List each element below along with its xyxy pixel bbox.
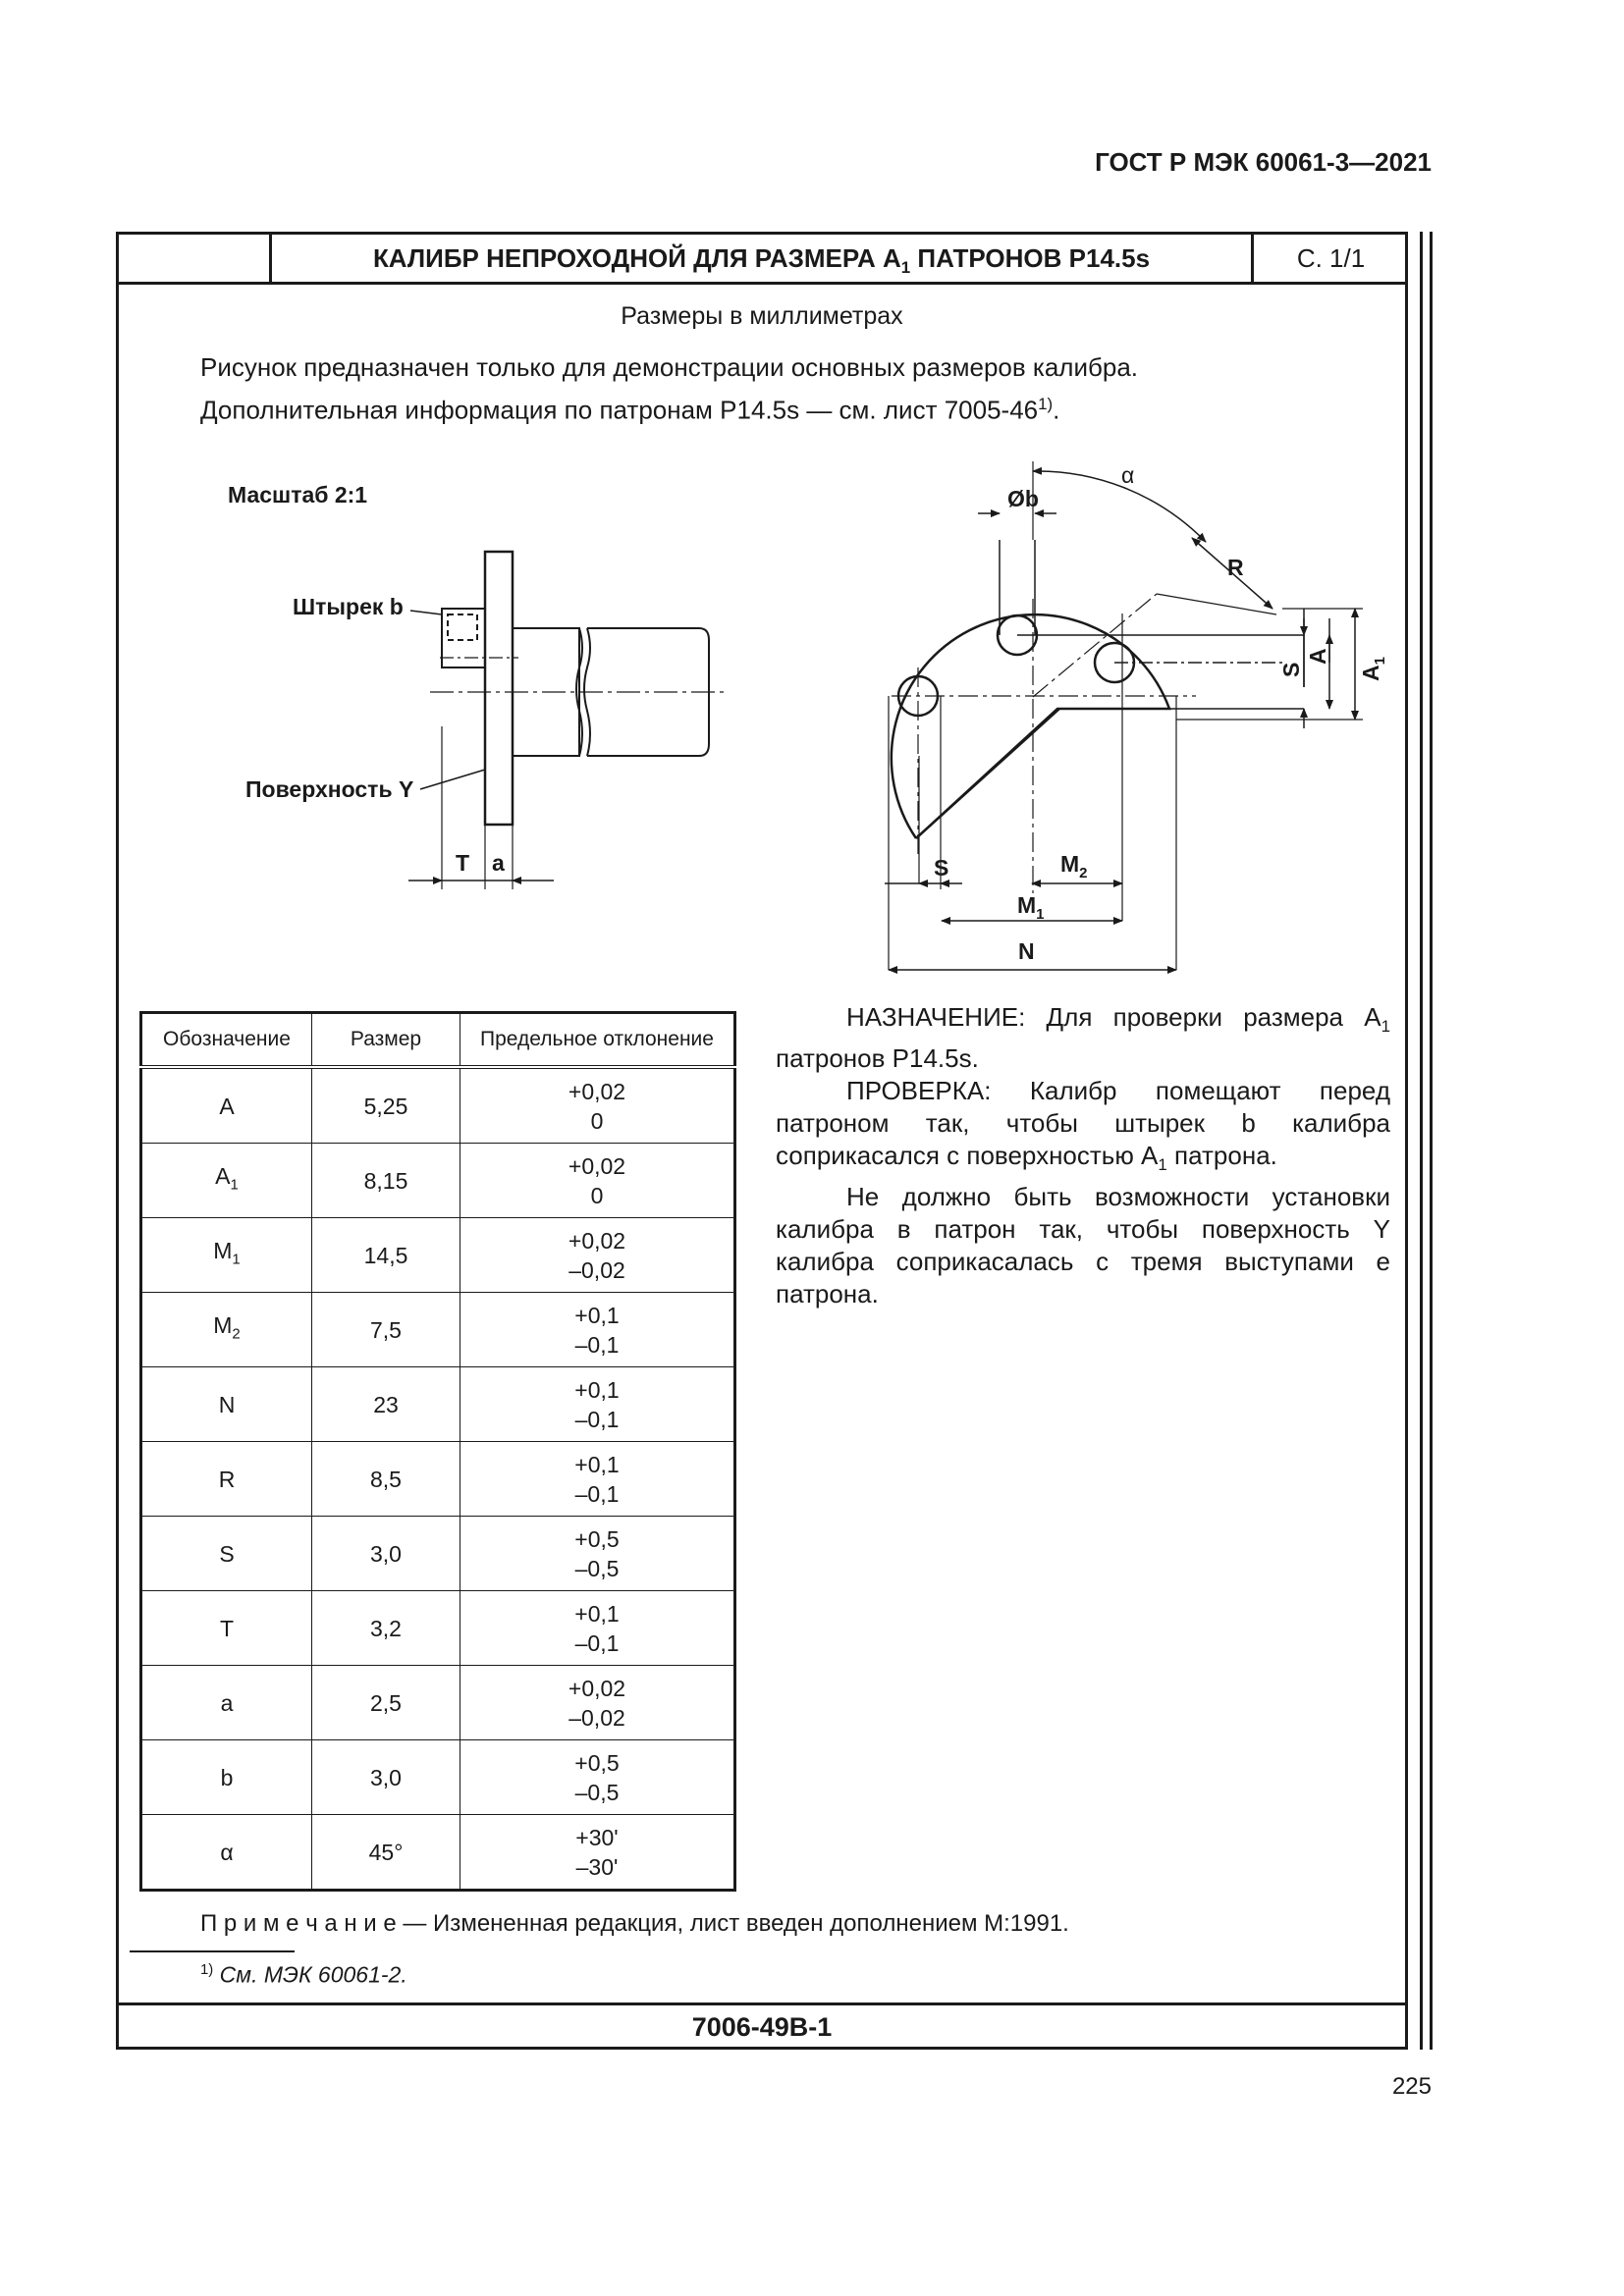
dim-N-label: N xyxy=(1018,938,1035,964)
dim-S-horizontal-label: S xyxy=(934,855,949,881)
table-row xyxy=(141,1442,735,1517)
size-cell: 5,25 xyxy=(312,1067,460,1144)
dim-A-label: A xyxy=(1305,648,1330,665)
frame-binding-line xyxy=(1430,232,1433,2050)
dim-T-label: T xyxy=(456,850,470,876)
designation-cell: b xyxy=(141,1740,312,1815)
tolerance-upper: +0,02 xyxy=(568,1675,626,1701)
dim-alpha-label: α xyxy=(1121,462,1135,488)
frame-binding-line xyxy=(1420,232,1423,2050)
size-cell: 14,5 xyxy=(312,1218,460,1293)
designation-cell: T xyxy=(141,1591,312,1666)
designation-cell: R xyxy=(141,1442,312,1517)
surface-label: Поверхность Y xyxy=(245,776,414,802)
size-cell: 23 xyxy=(312,1367,460,1442)
description-text xyxy=(776,1001,1390,1310)
dim-R-label: R xyxy=(1227,555,1244,580)
tolerance-upper: +0,02 xyxy=(568,1152,626,1179)
table-row xyxy=(141,1293,735,1367)
dimensions-table xyxy=(139,1011,736,1892)
designation-cell: $M_2$ xyxy=(141,1293,312,1367)
tolerance-lower: –0,02 xyxy=(568,1256,625,1283)
footnote: $^{1)}$ См. МЭК 60061-2. xyxy=(200,1961,407,1988)
size-cell: 3,0 xyxy=(312,1517,460,1591)
tolerance-upper: +0,02 xyxy=(568,1078,626,1104)
table-row xyxy=(141,1517,735,1591)
tolerance-upper: +0,1 xyxy=(574,1302,620,1328)
tolerance-cell xyxy=(460,1815,735,1891)
header-size: Размер xyxy=(312,1013,460,1068)
dim-A1-label: $A_1$ xyxy=(1358,657,1388,681)
standard-number: ГОСТ Р МЭК 60061-3—2021 xyxy=(1095,147,1432,177)
tolerance-cell xyxy=(460,1218,735,1293)
footnote-separator xyxy=(130,1950,295,1952)
restriction-paragraph: Не должно быть возможности установки калибра в патрон так, чтобы поверхность Y калибра соприкасалась с тремя выступами е патрона. xyxy=(776,1182,1390,1309)
tolerance-cell xyxy=(460,1740,735,1815)
sheet-code: 7006-49B-1 xyxy=(691,2012,833,2042)
tolerance-lower: 0 xyxy=(590,1182,604,1208)
tolerance-cell xyxy=(460,1367,735,1442)
check-paragraph: ПРОВЕРКА: Калибр помещают перед патроном так, чтобы штырек b калибра соприкасался с поверхностью $A_1$ патрона. xyxy=(776,1076,1390,1175)
tolerance-lower: 0 xyxy=(590,1107,604,1134)
tolerance-upper: +0,5 xyxy=(574,1525,620,1552)
dim-M1-label: $M_1$ xyxy=(1017,892,1045,923)
dim-a-label: a xyxy=(492,850,505,876)
header-designation: Обозначение xyxy=(141,1013,312,1068)
table-row xyxy=(141,1067,735,1144)
table-header-row xyxy=(141,1013,735,1068)
intro-text: Рисунок предназначен только для демонстрации основных размеров калибра. Дополнительная информация по патронам Р14.5s — см. лист 7005-46$^{1)}$. xyxy=(200,352,1139,425)
size-cell: 7,5 xyxy=(312,1293,460,1367)
tolerance-cell xyxy=(460,1442,735,1517)
tolerance-upper: +30' xyxy=(575,1824,619,1850)
tolerance-cell xyxy=(460,1591,735,1666)
tolerance-cell xyxy=(460,1144,735,1218)
technical-drawing xyxy=(116,432,1408,1001)
designation-cell: $A_1$ xyxy=(141,1144,312,1218)
designation-cell: N xyxy=(141,1367,312,1442)
tolerance-lower: –0,1 xyxy=(574,1406,620,1432)
tolerance-upper: +0,1 xyxy=(574,1376,620,1403)
page-number: 225 xyxy=(1391,2073,1432,2100)
tolerance-cell xyxy=(460,1517,735,1591)
size-cell: 8,15 xyxy=(312,1144,460,1218)
size-cell: 2,5 xyxy=(312,1666,460,1740)
tolerance-lower: –0,5 xyxy=(574,1555,620,1581)
side-view xyxy=(408,552,725,889)
purpose-paragraph: НАЗНАЧЕНИЕ: Для проверки размера $A_1$ патронов Р14.5s. xyxy=(776,1002,1390,1074)
designation-cell: a xyxy=(141,1666,312,1740)
size-cell: 3,0 xyxy=(312,1740,460,1815)
table-row xyxy=(141,1815,735,1891)
scale-label: Масштаб 2:1 xyxy=(228,482,368,507)
dim-S-vertical-label: S xyxy=(1278,662,1304,677)
tolerance-cell xyxy=(460,1067,735,1144)
size-cell: 45° xyxy=(312,1815,460,1891)
tolerance-lower: –0,5 xyxy=(574,1779,620,1805)
tolerance-lower: –30' xyxy=(575,1853,619,1880)
dim-b-label: Øb xyxy=(1007,486,1039,511)
tolerance-upper: +0,02 xyxy=(568,1227,626,1254)
designation-cell: S xyxy=(141,1517,312,1591)
designation-cell: α xyxy=(141,1815,312,1891)
table-row xyxy=(141,1740,735,1815)
designation-cell: $M_1$ xyxy=(141,1218,312,1293)
front-view xyxy=(885,461,1363,970)
tolerance-cell xyxy=(460,1666,735,1740)
tolerance-upper: +0,1 xyxy=(574,1451,620,1477)
size-cell: 3,2 xyxy=(312,1591,460,1666)
designation-cell: A xyxy=(141,1067,312,1144)
tolerance-lower: –0,02 xyxy=(568,1704,625,1731)
tolerance-cell xyxy=(460,1293,735,1367)
tolerance-upper: +0,5 xyxy=(574,1749,620,1776)
table-row xyxy=(141,1218,735,1293)
tolerance-lower: –0,1 xyxy=(574,1629,620,1656)
tolerance-lower: –0,1 xyxy=(574,1331,620,1358)
sheet-title: КАЛИБР НЕПРОХОДНОЙ ДЛЯ РАЗМЕРА $A_1$ ПАТРОНОВ Р14.5s xyxy=(372,243,1151,278)
table-body xyxy=(141,1067,735,1891)
tolerance-lower: –0,1 xyxy=(574,1480,620,1507)
table-row xyxy=(141,1367,735,1442)
sheet-number: С. 1/1 xyxy=(1296,243,1366,273)
pin-label: Штырек b xyxy=(293,594,404,619)
table-row xyxy=(141,1666,735,1740)
note-text: П р и м е ч а н и е — Измененная редакция, лист введен дополнением M:1991. xyxy=(200,1910,1069,1937)
table-row xyxy=(141,1144,735,1218)
table-row xyxy=(141,1591,735,1666)
units-note: Размеры в миллиметрах xyxy=(621,302,903,330)
tolerance-upper: +0,1 xyxy=(574,1600,620,1627)
size-cell: 8,5 xyxy=(312,1442,460,1517)
header-tolerance: Предельное отклонение xyxy=(460,1013,735,1068)
dim-M2-label: $M_2$ xyxy=(1060,851,1088,881)
